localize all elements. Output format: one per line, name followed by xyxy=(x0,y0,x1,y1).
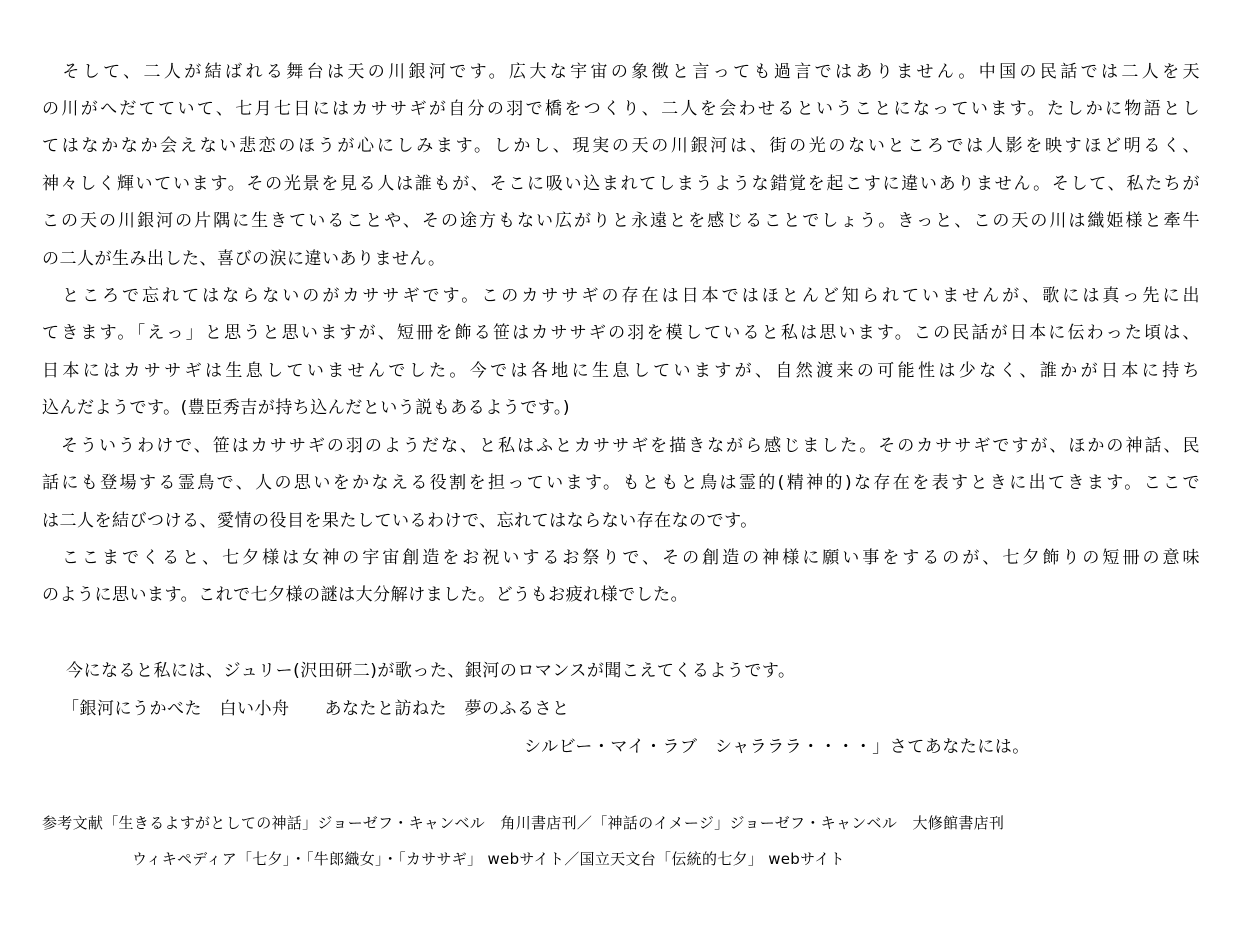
references-line-2: ウィキペディア「七夕」・「牛郎織女」・「カササギ」 webサイト／国立天文台「伝統的七夕」 webサイト xyxy=(132,850,845,868)
paragraph-1-line-2: の川がへだてていて、七月七日にはカササギが自分の羽で橋をつくり、二人を会わせるということになっています。たしかに物語とし xyxy=(42,99,1200,119)
song-lyric-line-1: 「銀河にうかべた 白い小舟 あなたと訪ねた 夢のふるさと xyxy=(62,699,570,719)
paragraph-1-line-6: の二人が生み出した、喜びの涙に違いありません。 xyxy=(42,249,446,269)
paragraph-1-line-5: この天の川銀河の片隅に生きていることや、その途方もない広がりと永遠とを感じることでしょう。きっと、この天の川は織姫様と牽牛 xyxy=(42,211,1200,231)
paragraph-4-line-1: ここまでくると、七夕様は女神の宇宙創造をお祝いするお祭りで、その創造の神様に願い事をするのが、七夕飾りの短冊の意味 xyxy=(42,548,1200,568)
paragraph-4-line-2: のように思います。これで七夕様の謎は大分解けました。どうもお疲れ様でした。 xyxy=(42,585,689,605)
references-line-1: 参考文献「生きるよすがとしての神話」ジョーゼフ・キャンベル 角川書店刊／「神話のイメージ」ジョーゼフ・キャンベル 大修館書店刊 xyxy=(42,814,1005,832)
paragraph-2-line-4: 込んだようです。(豊臣秀吉が持ち込んだという説もあるようです。) xyxy=(42,398,571,418)
paragraph-2-line-2: てきます。「えっ」と思うと思いますが、短冊を飾る笹はカササギの羽を模していると私は思います。この民話が日本に伝わった頃は、 xyxy=(42,323,1200,343)
paragraph-1-line-3: てはなかなか会えない悲恋のほうが心にしみます。しかし、現実の天の川銀河は、街の光のないところでは人影を映すほど明るく、 xyxy=(42,136,1200,156)
paragraph-2-line-3: 日本にはカササギは生息していませんでした。今では各地に生息していますが、自然渡来の可能性は少なく、誰かが日本に持ち xyxy=(42,361,1200,381)
paragraph-1-line-4: 神々しく輝いています。その光景を見る人は誰もが、そこに吸い込まれてしまうような錯覚を起こすに違いありません。そして、私たちが xyxy=(42,174,1200,194)
paragraph-3-line-1: そういうわけで、笹はカササギの羽のようだな、と私はふとカササギを描きながら感じました。そのカササギですが、ほかの神話、民 xyxy=(42,436,1200,456)
paragraph-3-line-3: は二人を結びつける、愛情の役目を果たしているわけで、忘れてはならない存在なのです。 xyxy=(42,511,758,531)
song-lyric-line-2: シルビー・マイ・ラブ シャラララ・・・・」さてあなたには。 xyxy=(524,737,1030,757)
paragraph-1-line-1: そして、二人が結ばれる舞台は天の川銀河です。広大な宇宙の象徴と言っても過言ではありません。中国の民話では二人を天 xyxy=(42,62,1200,82)
song-intro: 今になると私には、ジュリー(沢田研二)が歌った、銀河のロマンスが聞こえてくるようです。 xyxy=(66,661,796,681)
paragraph-3-line-2: 話にも登場する霊鳥で、人の思いをかなえる役割を担っています。もともと鳥は霊的(精神的)な存在を表すときに出てきます。ここで xyxy=(42,473,1200,493)
paragraph-2-line-1: ところで忘れてはならないのがカササギです。このカササギの存在は日本ではほとんど知られていませんが、歌には真っ先に出 xyxy=(42,286,1200,306)
